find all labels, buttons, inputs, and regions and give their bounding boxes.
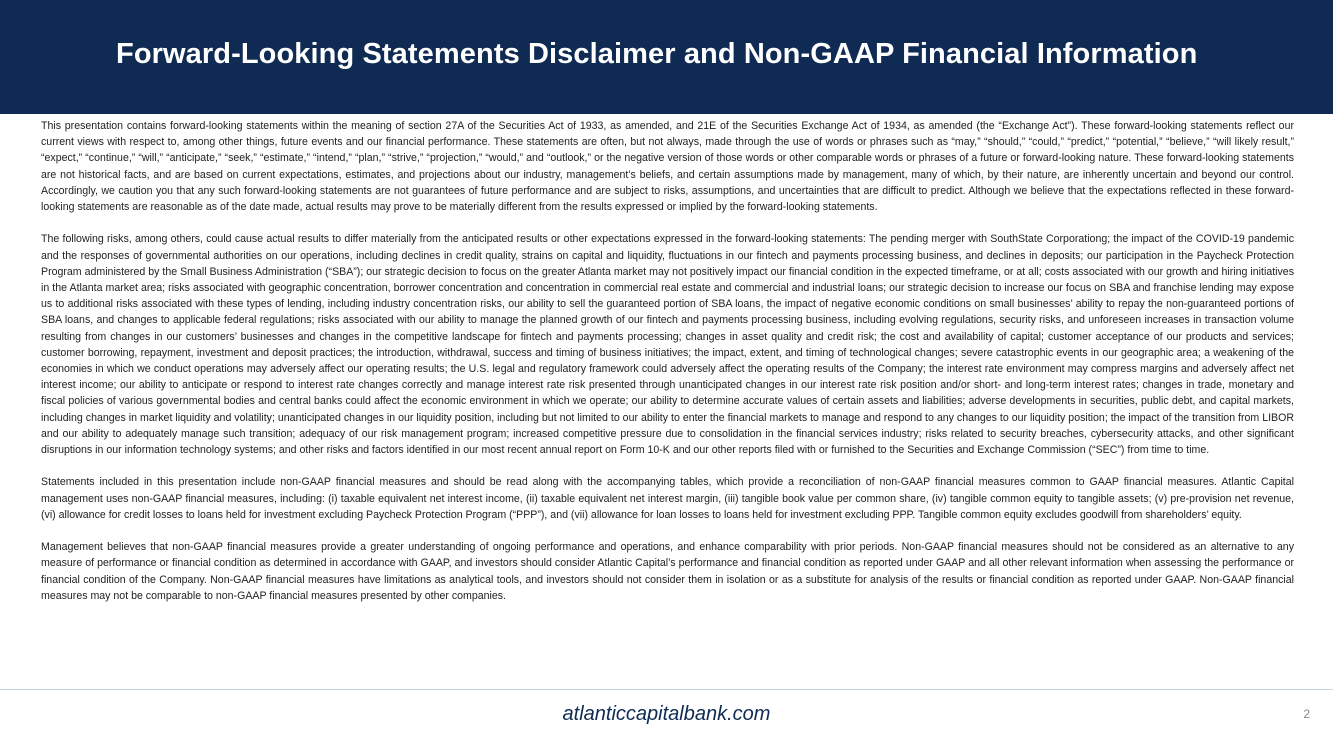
page-title: Forward-Looking Statements Disclaimer and Non-GAAP Financial Information [116, 38, 1198, 70]
page-number: 2 [1303, 707, 1310, 721]
footer-website-link[interactable]: atlanticcapitalbank.com [562, 703, 771, 725]
non-gaap-measures-paragraph: Statements included in this presentation include non-GAAP financial measures and should be read along with the accompanying tables, which provide a reconciliation of non-GAAP financial measures common to GAAP financial measures. Atlantic Capital management uses non-GAAP financial measures, including: (i) taxable equivalent net interest income, (ii) taxable equivalent net interest margin, (iii) tangible book value per common share, (iv) tangible common equity to tangible assets; (v) pre-provision net revenue, (vi) allowance for credit losses to loans held for investment excluding Paycheck Protection Program (“PPP”), and (vii) allowance for loan losses to loans held for investment excluding PPP. Tangible common equity excludes goodwill from shareholders’ equity. [41, 476, 1294, 521]
forward-looking-paragraph: This presentation contains forward-looking statements within the meaning of section 27A of the Securities Act of 1933, as amended, and 21E of the Securities Exchange Act of 1934, as amended (the “Exchange Act”). These forward-looking statements reflect our current views with respect to, among other things, future events and our financial performance. These statements are often, but not always, made through the use of words or phrases such as “may,” “should,” “could,” “predict,” “potential,” “believe,” “will likely result,” “expect,” “continue,” “will,” “anticipate,” “seek,” “estimate,” “intend,” “plan,” “strive,” “projection,” “would,” and “outlook,” or the negative version of those words or other comparable words or phrases of a future or forward-looking nature. These forward-looking statements are not historical facts, and are based on current expectations, estimates, and projections about our industry, management’s beliefs, and certain assumptions made by management, many of which, by their nature, are inherently uncertain and beyond our control. Accordingly, we caution you that any such forward-looking statements are not guarantees of future performance and are subject to risks, assumptions, and uncertainties that are difficult to predict. Although we believe that the expectations reflected in these forward-looking statements are reasonable as of the date made, actual results may prove to be materially different from the results expressed or implied by the forward-looking statements. [41, 120, 1294, 214]
management-beliefs-paragraph: Management believes that non-GAAP financial measures provide a greater understanding of ongoing performance and operations, and enhance comparability with prior periods. Non-GAAP financial measures should not be considered as an alternative to any measure of performance or financial condition as determined in accordance with GAAP, and investors should consider Atlantic Capital’s performance and financial condition as reported under GAAP and all other relevant information when assessing the performance or financial condition of the Company. Non-GAAP financial measures have limitations as analytical tools, and investors should not consider them in isolation or as a substitute for analysis of the results or financial condition as reported under GAAP. Non-GAAP financial measures may not be comparable to non-GAAP financial measures presented by other companies. [41, 541, 1294, 602]
risk-factors-paragraph: The following risks, among others, could cause actual results to differ materially from the anticipated results or other expectations expressed in the forward-looking statements: The pending merger with SouthState Corporationg; the impact of the COVID-19 pandemic and the responses of governmental authorities on our operations, including declines in credit quality, strains on capital and liquidity, fluctuations in our fintech and payments processing business, and declines in deposits; our participation in the Paycheck Protection Program administered by the Small Business Administration (“SBA”); our strategic decision to focus on the greater Atlanta market may not positively impact our financial condition in the expected timeframe, or at all; costs associated with our growth and hiring initiatives in the Atlanta market area; risks associated with geographic concentration, borrower concentration and concentration in commercial real estate and commercial and industrial loans; our strategic decision to increase our focus on SBA and franchise lending may expose us to additional risks associated with these types of lending, including industry concentration risks, our ability to sell the guaranteed portion of SBA loans, the impact of negative economic conditions on small businesses’ ability to repay the non-guaranteed portions of SBA loans, and changes to applicable federal regulations; risks associated with our ability to manage the planned growth of our fintech and payments processing business, including evolving regulations, security risks, and unforeseen increases in transaction volume resulting from changes in our customers’ businesses and changes in the competitive landscape for fintech and payments processing; changes in asset quality and credit risk; the cost and availability of capital; customer acceptance of our products and services; customer borrowing, repayment, investment and deposit practices; the introduction, withdrawal, success and timing of business initiatives; the impact, extent, and timing of technological changes; severe catastrophic events in our geographic area; a weakening of the economies in which we conduct operations may adversely affect our operating results; the U.S. legal and regulatory framework could adversely affect the operating results of the Company; the interest rate environment may compress margins and adversely affect net interest income; our ability to anticipate or respond to interest rate changes correctly and manage interest rate risk presented through unanticipated changes in our interest rate risk position and/or short- and long-term interest rates; changes in trade, monetary and fiscal policies of various governmental bodies and central banks could affect the economic environment in which we operate; our ability to determine accurate values of certain assets and liabilities; adverse developments in securities, public debt, and capital markets, including changes in market liquidity and volatility; unanticipated changes in our liquidity position, including but not limited to our ability to enter the financial markets to manage and respond to any changes to our liquidity position; the impact of the transition from LIBOR and our ability to adequately manage such transition; adequacy of our risk management program; increased competitive pressure due to consolidation in the financial services industry; risks related to security breaches, cybersecurity attacks, and other significant disruptions in our information technology systems; and other risks and factors identified in our most recent annual report on Form 10-K and our other reports filed with or furnished to the Securities and Exchange Commission (“SEC”) from time to time. [41, 233, 1294, 457]
footer-divider [0, 689, 1333, 690]
disclaimer-body [41, 118, 1294, 604]
title-banner [0, 0, 1333, 114]
